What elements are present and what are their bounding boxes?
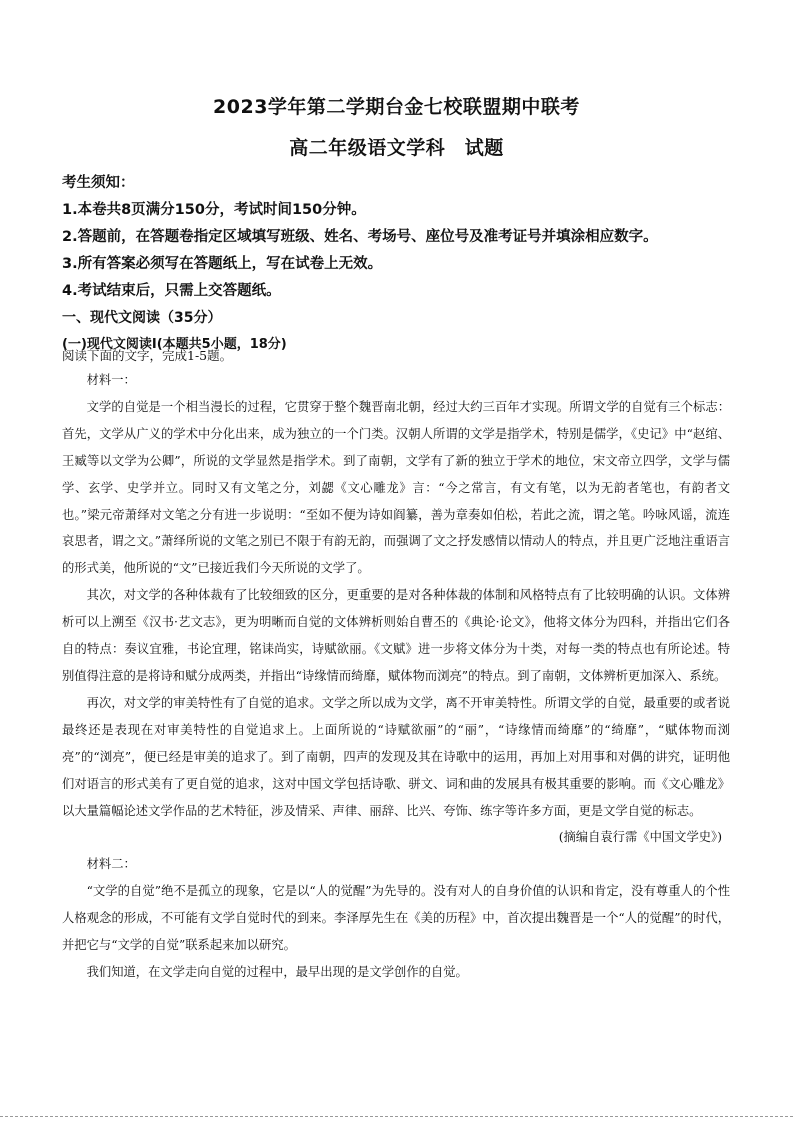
reading-instruction: 阅读下面的文字，完成1-5题。 (62, 348, 233, 363)
material-1-source: (摘编自袁行霈《中国文学史》) (558, 830, 722, 845)
material-1-paragraph: 文学的自觉是一个相当漫长的过程，它贯穿于整个魏晋南北朝，经过大约三百年才实现。所谓文学的自觉有三个标志：首先，文学从广义的学术中分化出来，成为独立的一个门类。汉朝人所谓的文学是指学术，特别是儒学，《史记》中“赵绾、王臧等以文学为公卿”，所说的文学显然是指学术。到了南朝，文学有了新的独立于学术的地位，宋文帝立四学，文学与儒学、玄学、史学并立。同时又有文笔之分，刘勰《文心雕龙》言：“今之常言，有文有笔，以为无韵者笔也，有韵者文也。”梁元帝萧绎对文笔之分有进一步说明：“至如不便为诗如阎纂，善为章奏如伯松，若此之流，谓之笔。吟咏风谣，流连哀思者，谓之文。”萧绎所说的文笔之别已不限于有韵无韵，而强调了文之抒发感情以情动人的特点，并且更广泛地注重语言的形式美，他所说的“文”已接近我们今天所说的文学了。 (62, 399, 730, 576)
notice-item: 3.所有答案必须写在答题纸上，写在试卷上无效。 (62, 256, 383, 272)
exam-title: 2023学年第二学期台金七校联盟期中联考 (213, 96, 580, 118)
notice-item: 4.考试结束后，只需上交答题纸。 (62, 283, 281, 299)
material-2-heading: 材料二： (86, 857, 136, 872)
page-bottom-divider (0, 1116, 793, 1117)
material-1-heading: 材料一： (86, 373, 136, 387)
exam-subtitle: 高二年级语文学科 试题 (289, 137, 504, 159)
material-2-paragraph: “文学的自觉”绝不是孤立的现象，它是以“人的觉醒”为先导的。没有对人的自身价值的认识和肯定，没有尊重人的个性人格观念的形成，不可能有文学自觉时代的到来。李泽厚先生在《美的历程》中，首次提出魏晋是一个“人的觉醒”的时代，并把它与“文学的自觉”联系起来加以研究。 (62, 884, 730, 953)
notice-heading: 考生须知： (62, 175, 135, 191)
notice-item: 1.本卷共8页满分150分，考试时间150分钟。 (62, 202, 366, 218)
section-title: 一、现代文阅读（35分） (62, 310, 222, 326)
section-subtitle: (一)现代文阅读Ⅰ(本题共5小题，18分) (62, 337, 287, 352)
material-1-paragraph: 其次，对文学的各种体裁有了比较细致的区分，更重要的是对各种体裁的体制和风格特点有了比较明确的认识。文体辨析可以上溯至《汉书·艺文志》，更为明晰而自觉的文体辨析则始自曹丕的《典论·论文》，他将文体分为四科，并指出它们各自的特点：奏议宜雅，书论宜理，铭诔尚实，诗赋欲丽。《文赋》进一步将文体分为十类，对每一类的特点也有所论述。特别值得注意的是将诗和赋分成两类，并指出“诗缘情而绮靡，赋体物而浏亮”的特点。到了南朝，文体辨析更加深入、系统。 (62, 588, 730, 683)
material-1-paragraph: 再次，对文学的审美特性有了自觉的追求。文学之所以成为文学，离不开审美特性。所谓文学的自觉，最重要的或者说最终还是表现在对审美特性的自觉追求上。上面所说的“诗赋欲丽”的“丽”，“诗缘情而绮靡”的“绮靡”，“赋体物而浏亮”的“浏亮”，便已经是审美的追求了。到了南朝，四声的发现及其在诗歌中的运用，再加上对用事和对偶的讲究，证明他们对语言的形式美有了更自觉的追求，这对中国文学包括诗歌、骈文、词和曲的发展具有极其重要的影响。而《文心雕龙》以大量篇幅论述文学作品的艺术特征，涉及情采、声律、丽辞、比兴、夸饰、练字等许多方面，更是文学自觉的标志。 (62, 695, 730, 818)
reading-passage (62, 367, 730, 986)
notice-item: 2.答题前，在答题卷指定区域填写班级、姓名、考场号、座位号及准考证号并填涂相应数字。 (62, 229, 658, 245)
material-2-paragraph: 我们知道，在文学走向自觉的过程中，最早出现的是文学创作的自觉。 (86, 964, 468, 979)
notice-block (62, 170, 742, 358)
